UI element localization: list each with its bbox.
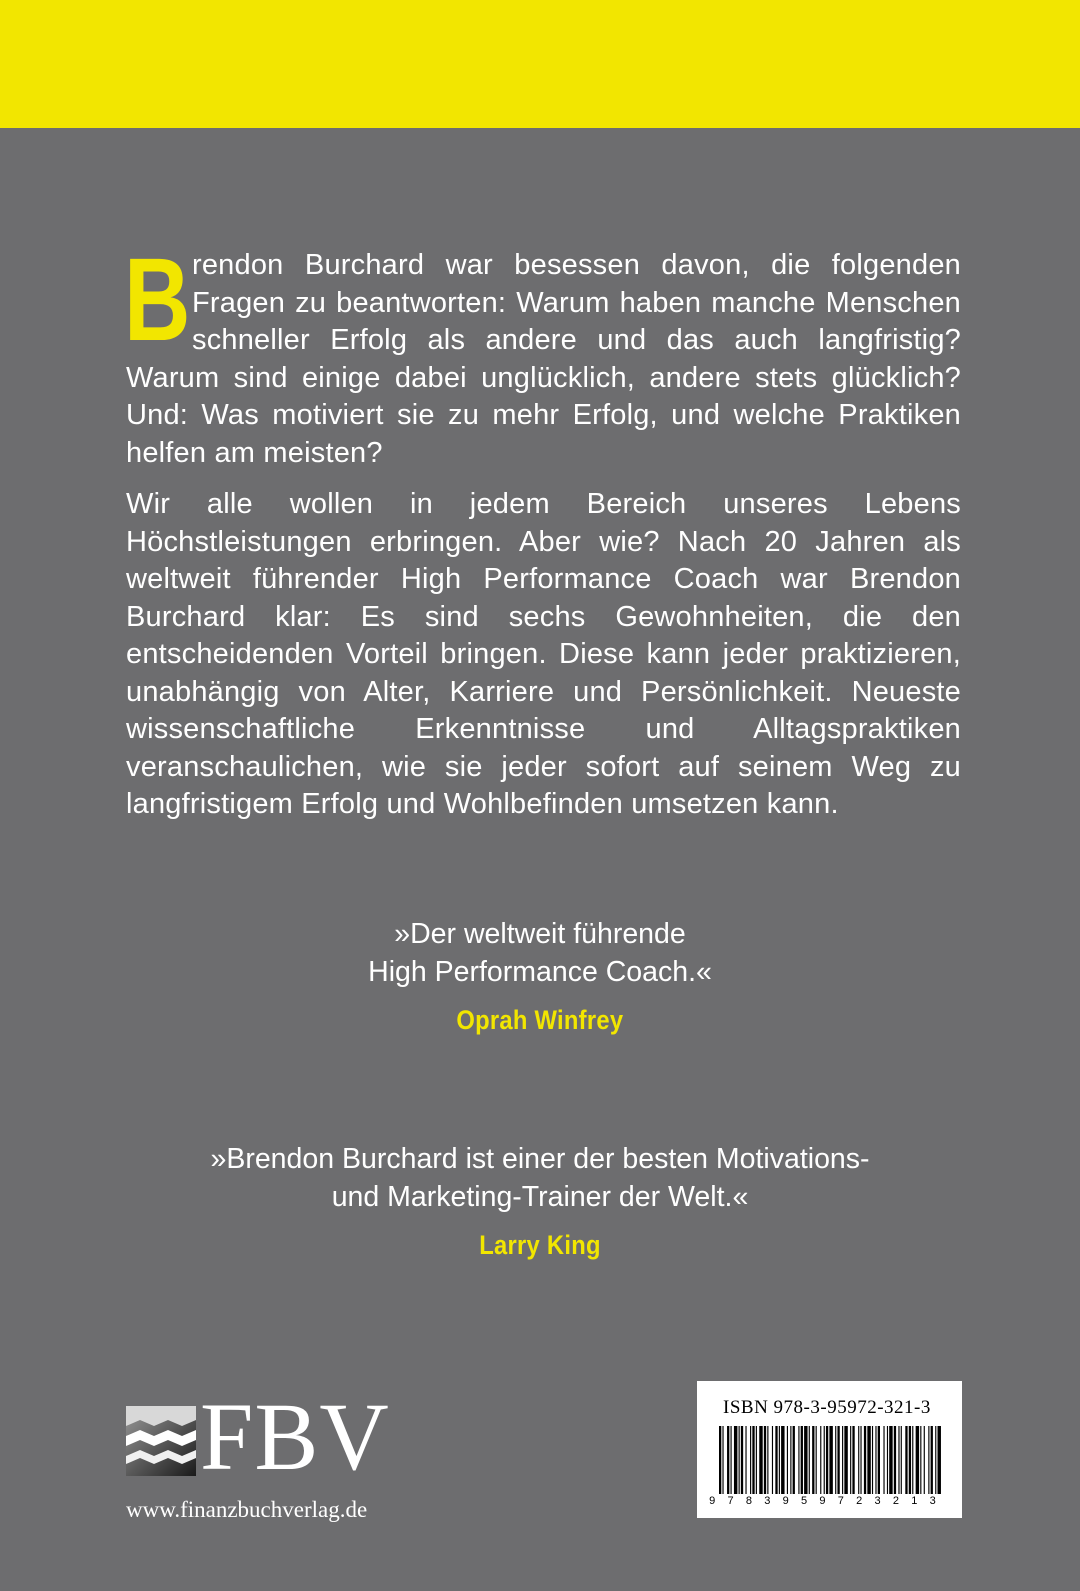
barcode-bar	[835, 1426, 836, 1494]
barcode-bar	[864, 1426, 866, 1494]
testimonial-quote-2	[0, 1140, 1080, 1264]
barcode-bar	[798, 1426, 799, 1494]
quote-1-line-2: High Performance Coach.«	[368, 956, 712, 988]
barcode-bar	[739, 1426, 740, 1494]
barcode-bar	[781, 1426, 784, 1494]
barcode-bar	[878, 1426, 880, 1494]
barcode-bar	[767, 1426, 768, 1494]
barcode-digit: 7	[837, 1495, 844, 1507]
quote-2-author: Larry King	[479, 1230, 601, 1260]
barcode-bar	[935, 1426, 936, 1494]
blurb-text	[124, 234, 961, 824]
barcode-bar	[804, 1426, 807, 1494]
blurb-paragraph-1-text: rendon Burchard war besessen davon, die folgenden Fragen zu beantworten: Warum haben manche Menschen schneller Erfolg als andere und das auch langfristig? Warum sind einige dabei unglücklich, andere stets glücklich? Und: Was motiviert sie zu mehr Erfolg, und welche Praktiken helfen am meisten?	[126, 249, 961, 469]
barcode-digit: 2	[892, 1495, 899, 1507]
barcode-digit: 9	[782, 1495, 789, 1507]
quote-2-text	[0, 1140, 1080, 1216]
barcode-bar	[809, 1426, 810, 1494]
barcode-digit: 1	[911, 1495, 918, 1507]
barcode-bar	[759, 1426, 762, 1494]
barcode-bar	[924, 1426, 925, 1494]
quote-1-line-1: »Der weltweit führende	[394, 918, 686, 950]
top-color-band	[0, 0, 1080, 128]
barcode-bar	[837, 1426, 839, 1494]
barcode-bar	[928, 1426, 929, 1494]
barcode-bar	[894, 1426, 896, 1494]
barcode-bar	[844, 1426, 847, 1494]
barcode-bar	[905, 1426, 907, 1494]
barcode-bar	[909, 1426, 911, 1494]
quote-2-line-2: und Marketing-Trainer der Welt.«	[331, 1181, 749, 1213]
barcode-bar	[920, 1426, 921, 1494]
publisher-logo-text: FBV	[200, 1383, 390, 1490]
barcode-bar	[816, 1426, 817, 1494]
publisher-website: www.finanzbuchverlag.de	[126, 1497, 368, 1522]
barcode-bar	[801, 1426, 803, 1494]
barcode-bar	[756, 1426, 757, 1494]
barcode-bar	[898, 1426, 899, 1494]
barcode-digit: 9	[709, 1495, 716, 1507]
barcode-digit: 3	[874, 1495, 881, 1507]
barcode-bar	[901, 1426, 902, 1494]
barcode-bar	[775, 1426, 777, 1494]
barcode-bars	[719, 1426, 941, 1494]
barcode-bar	[764, 1426, 766, 1494]
publisher-logo	[126, 1383, 390, 1490]
barcode-bar	[727, 1426, 729, 1494]
barcode-bar	[719, 1426, 721, 1494]
barcode-bar	[858, 1426, 859, 1494]
barcode-bar	[793, 1426, 795, 1494]
barcode-bar	[842, 1426, 843, 1494]
barcode-bar	[852, 1426, 854, 1494]
testimonial-quote-1	[0, 915, 1080, 1039]
quote-1-author: Oprah Winfrey	[456, 1005, 624, 1035]
barcode-bar	[829, 1426, 832, 1494]
barcode-bar	[826, 1426, 828, 1494]
barcode-bar	[916, 1426, 919, 1494]
barcode-bar	[741, 1426, 743, 1494]
barcode-bar	[812, 1426, 814, 1494]
barcode-bar	[752, 1426, 754, 1494]
barcode-bar	[850, 1426, 851, 1494]
isbn-barcode	[697, 1381, 962, 1518]
barcode-bar	[745, 1426, 746, 1494]
blurb-paragraph-2: Wir alle wollen in jedem Bereich unseres Lebens Höchstleistungen erbringen. Aber wie? Nach 20 Jahren als weltweit führender High Performance Coach war Brendon Burchard klar: Es sind sechs Gewohnheiten, die den entscheidenden Vorteil bringen. Diese kann jeder praktizieren, unabhängig von Alter, Karriere und Persönlichkeit. Neueste wissenschaftliche Erkenntnisse und Alltagspraktiken veranschaulichen, wie sie jeder sofort auf seinem Weg zu langfristigem Erfolg und Wohlbefinden umsetzen kann.	[126, 488, 961, 820]
barcode-bar	[931, 1426, 933, 1494]
barcode-bar	[722, 1426, 723, 1494]
barcode-bar	[872, 1426, 873, 1494]
barcode-bar	[883, 1426, 884, 1494]
barcode-bar	[867, 1426, 870, 1494]
barcode-digit: 9	[819, 1495, 826, 1507]
barcode-digit: 7	[727, 1495, 734, 1507]
barcode-bar	[889, 1426, 892, 1494]
blurb-paragraph-1	[124, 234, 961, 472]
barcode-bar	[779, 1426, 780, 1494]
barcode-digit: 5	[801, 1495, 808, 1507]
barcode-bar	[790, 1426, 791, 1494]
barcode-bar	[787, 1426, 788, 1494]
barcode-bar	[887, 1426, 888, 1494]
barcode-bar	[772, 1426, 773, 1494]
barcode-bar	[820, 1426, 821, 1494]
isbn-number: ISBN 978-3-95972-321-3	[723, 1397, 931, 1418]
barcode-bar	[875, 1426, 876, 1494]
barcode-bar	[938, 1426, 941, 1494]
barcode-bar	[860, 1426, 861, 1494]
barcode-digit: 8	[745, 1495, 752, 1507]
quote-1-text	[0, 915, 1080, 991]
barcode-bar	[731, 1426, 732, 1494]
barcode-digit: 3	[764, 1495, 771, 1507]
barcode-bar	[824, 1426, 825, 1494]
dropcap-letter: B	[124, 234, 191, 366]
barcode-bar	[734, 1426, 737, 1494]
barcode-bar	[750, 1426, 751, 1494]
barcode-bar	[912, 1426, 913, 1494]
quote-2-line-1: »Brendon Burchard ist einer der besten Motivations-	[210, 1143, 870, 1175]
barcode-digit: 2	[856, 1495, 863, 1507]
fbv-mark-icon	[126, 1406, 196, 1476]
barcode-digits	[697, 1495, 962, 1507]
barcode-digit: 3	[929, 1495, 936, 1507]
